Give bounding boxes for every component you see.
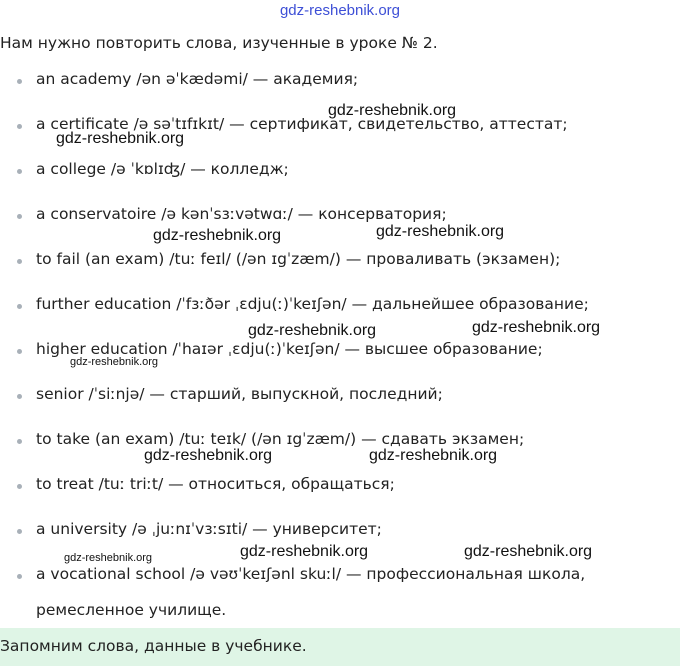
site-header[interactable]: gdz-reshebnik.org [279,2,401,19]
watermark: gdz-reshebnik.org [248,322,377,339]
watermark: gdz-reshebnik.org [464,543,593,560]
list-item-text: to take (an exam) /tuː teɪk/ (/ən ɪgˈzæm/) — сдавать экзамен; [36,430,525,448]
list-item-text: further education /ˈfɜːðər ˌɛdju(ː)ˈkeɪʃən/ — дальнейшее образование; [36,295,589,313]
list-item-text: senior /ˈsiːnjə/ — старший, выпускной, последний; [36,385,443,403]
watermark: gdz-reshebnik.org [56,130,185,147]
list-item-text: a certificate /ə səˈtɪfɪkɪt/ — сертификат, свидетельство, аттестат; [36,115,568,133]
bullet-icon [17,349,22,354]
bullet-icon [17,394,22,399]
watermark: gdz-reshebnik.org [369,447,498,464]
list-item-text: a vocational school /ə vəʊˈkeɪʃənl skuːl/ — профессиональная школа, [36,565,586,583]
list-item-text: an academy /ən əˈkædəmi/ — академия; [36,70,359,88]
list-item-text: a college /ə ˈkɒlɪʤ/ — колледж; [36,160,289,178]
bullet-icon [17,529,22,534]
bullet-icon [17,169,22,174]
watermark: gdz-reshebnik.org [328,102,457,119]
watermark: gdz-reshebnik.org [240,543,369,560]
list-item-text: a university /ə ˌjuːnɪˈvɜːsɪti/ — университет; [36,520,382,538]
list-item-continuation: ремесленное училище. [36,601,227,619]
bullet-icon [17,259,22,264]
list-item-text: to treat /tuː triːt/ — относиться, обращаться; [36,475,395,493]
watermark: gdz-reshebnik.org [153,227,282,244]
watermark: gdz-reshebnik.org [376,223,505,240]
bullet-icon [17,439,22,444]
list-item-text: higher education /ˈhaɪər ˌɛdju(ː)ˈkeɪʃən/ — высшее образование; [36,340,543,358]
watermark: gdz-reshebnik.org [70,356,159,368]
bullet-icon [17,124,22,129]
bullet-icon [17,79,22,84]
bullet-icon [17,214,22,219]
bullet-icon [17,574,22,579]
footer-bar [0,628,680,666]
watermark: gdz-reshebnik.org [472,319,601,336]
bullet-icon [17,304,22,309]
bullet-icon [17,484,22,489]
list-item-text: a conservatoire /ə kənˈsɜːvətwɑː/ — консерватория; [36,205,447,223]
watermark: gdz-reshebnik.org [64,552,153,564]
footer-text: Запомним слова, данные в учебнике. [0,637,307,655]
intro-text: Нам нужно повторить слова, изученные в уроке № 2. [0,34,438,52]
list-item-text: to fail (an exam) /tuː feɪl/ (/ən ɪgˈzæm/) — проваливать (экзамен); [36,250,561,268]
watermark: gdz-reshebnik.org [144,447,273,464]
